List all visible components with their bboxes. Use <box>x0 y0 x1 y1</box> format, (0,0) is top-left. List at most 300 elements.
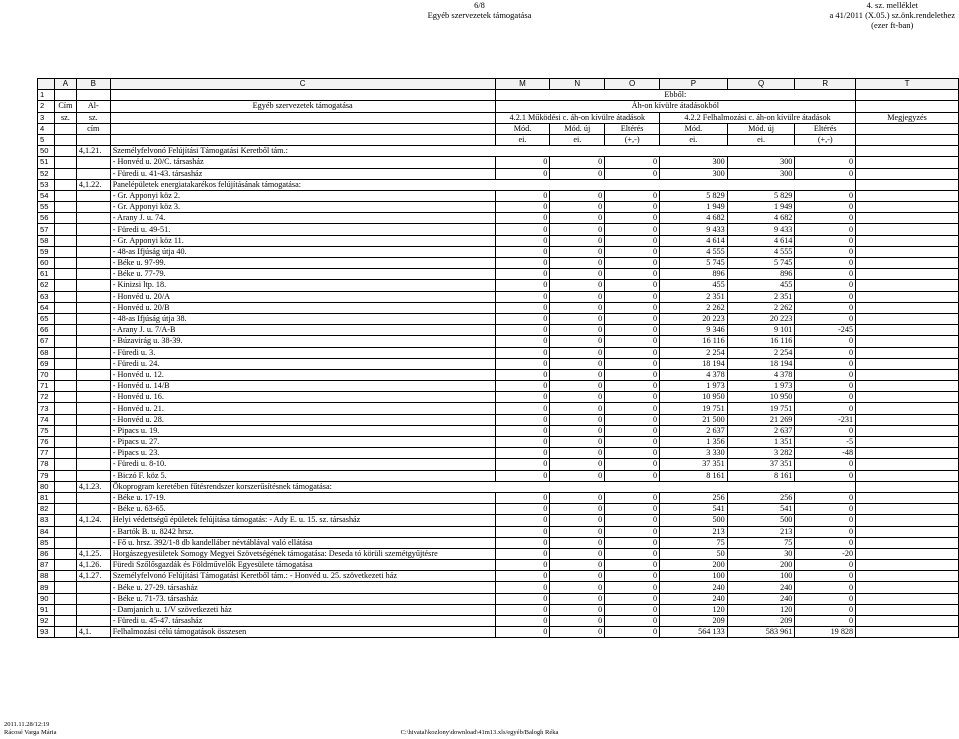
cell-value[interactable]: 75 <box>660 537 728 548</box>
cell-value[interactable]: 0 <box>550 280 605 291</box>
row-number[interactable]: 64 <box>38 302 55 313</box>
cell-value[interactable]: 19 828 <box>795 627 856 638</box>
cell-value[interactable]: 2 637 <box>727 425 795 436</box>
row-number[interactable]: 83 <box>38 515 55 526</box>
cell-c[interactable]: - Honvéd u. 16. <box>110 392 495 403</box>
cell-c[interactable]: - Arany J. u. 74. <box>110 213 495 224</box>
cell-b[interactable]: 4,1. <box>76 627 110 638</box>
cell-c[interactable]: - Honvéd u. 20/A <box>110 291 495 302</box>
cell-a[interactable] <box>54 437 76 448</box>
cell-value[interactable]: 0 <box>550 358 605 369</box>
cell-value[interactable]: 0 <box>550 403 605 414</box>
cell-value[interactable]: 0 <box>605 504 660 515</box>
cell-value[interactable]: 5 745 <box>727 258 795 269</box>
cell-value[interactable]: 9 346 <box>660 325 728 336</box>
cell-t[interactable] <box>856 313 959 324</box>
cell-value[interactable]: 0 <box>605 627 660 638</box>
cell-value[interactable]: 0 <box>495 157 550 168</box>
cell-value[interactable]: 2 254 <box>660 347 728 358</box>
cell-a[interactable] <box>54 224 76 235</box>
cell-b[interactable] <box>76 213 110 224</box>
cell-value[interactable]: 896 <box>727 269 795 280</box>
cell-c[interactable]: - Füredi u. 8-10. <box>110 459 495 470</box>
cell-value[interactable]: 455 <box>727 280 795 291</box>
cell-value[interactable]: 0 <box>605 403 660 414</box>
cell-value[interactable]: 0 <box>550 224 605 235</box>
cell-c[interactable]: - Pipacs u. 23. <box>110 448 495 459</box>
cell-value[interactable]: 100 <box>727 571 795 582</box>
cell-value[interactable]: 0 <box>495 235 550 246</box>
cell-value[interactable]: 0 <box>495 392 550 403</box>
cell-t[interactable] <box>856 168 959 179</box>
cell-value[interactable]: 0 <box>795 492 856 503</box>
cell-value[interactable]: 0 <box>550 414 605 425</box>
row-number[interactable]: 71 <box>38 381 55 392</box>
row-number[interactable]: 66 <box>38 325 55 336</box>
cell-a[interactable] <box>54 448 76 459</box>
row-number[interactable]: 86 <box>38 548 55 559</box>
cell-value[interactable]: 0 <box>495 213 550 224</box>
row-number[interactable]: 92 <box>38 616 55 627</box>
cell-value[interactable]: 0 <box>795 459 856 470</box>
cell-b[interactable] <box>76 604 110 615</box>
cell-a[interactable] <box>54 470 76 481</box>
cell-value[interactable]: 0 <box>605 280 660 291</box>
cell-value[interactable]: 0 <box>605 202 660 213</box>
cell-t[interactable] <box>856 392 959 403</box>
cell-value[interactable]: 256 <box>727 492 795 503</box>
cell-t[interactable] <box>856 213 959 224</box>
cell-value[interactable]: 564 133 <box>660 627 728 638</box>
cell-value[interactable]: 0 <box>495 526 550 537</box>
cell-value[interactable]: 0 <box>550 190 605 201</box>
cell-value[interactable]: 37 351 <box>660 459 728 470</box>
cell-value[interactable]: 0 <box>550 313 605 324</box>
cell-value[interactable]: 0 <box>550 168 605 179</box>
cell-value[interactable]: 0 <box>605 459 660 470</box>
cell-a[interactable] <box>54 258 76 269</box>
cell-value[interactable]: 0 <box>550 616 605 627</box>
cell-value[interactable]: 0 <box>550 235 605 246</box>
cell-value[interactable]: 0 <box>550 437 605 448</box>
cell-value[interactable]: 0 <box>605 168 660 179</box>
cell-value[interactable]: 0 <box>795 369 856 380</box>
cell-c[interactable]: - Gr. Apponyi köz 3. <box>110 202 495 213</box>
cell-b[interactable] <box>76 358 110 369</box>
cell-b[interactable]: 4,1.21. <box>76 146 110 157</box>
cell-c[interactable]: - Béke u. 63-65. <box>110 504 495 515</box>
cell-a[interactable] <box>54 168 76 179</box>
cell-t[interactable] <box>856 190 959 201</box>
cell-value[interactable]: 0 <box>495 459 550 470</box>
column-header-r[interactable]: R <box>795 79 856 90</box>
cell-value[interactable]: 300 <box>727 157 795 168</box>
row-number[interactable]: 88 <box>38 571 55 582</box>
cell-a[interactable] <box>54 526 76 537</box>
column-header-m[interactable]: M <box>495 79 550 90</box>
cell-value[interactable]: 20 223 <box>727 313 795 324</box>
cell-value[interactable]: 0 <box>550 593 605 604</box>
cell-value[interactable]: 0 <box>795 381 856 392</box>
cell-value[interactable]: 0 <box>550 392 605 403</box>
cell-value[interactable]: 0 <box>795 347 856 358</box>
cell-t[interactable] <box>856 504 959 515</box>
cell-t[interactable] <box>856 459 959 470</box>
cell-t[interactable] <box>856 302 959 313</box>
cell-c[interactable]: Felhalmozási célú támogatások összesen <box>110 627 495 638</box>
cell-value[interactable]: 0 <box>605 269 660 280</box>
cell-t[interactable] <box>856 280 959 291</box>
cell-value[interactable]: 8 161 <box>727 470 795 481</box>
cell-t[interactable] <box>856 146 959 157</box>
cell-value[interactable]: -5 <box>795 437 856 448</box>
cell-value[interactable]: 0 <box>605 437 660 448</box>
cell-value[interactable]: 1 949 <box>660 202 728 213</box>
cell-a[interactable] <box>54 548 76 559</box>
cell-c[interactable]: - Füredi u. 49-51. <box>110 224 495 235</box>
row-number[interactable]: 53 <box>38 179 55 190</box>
cell-value[interactable]: 0 <box>605 515 660 526</box>
cell-value[interactable]: 0 <box>605 448 660 459</box>
cell-t[interactable] <box>856 627 959 638</box>
cell-value[interactable]: 541 <box>660 504 728 515</box>
cell-t[interactable] <box>856 258 959 269</box>
cell-value[interactable]: 300 <box>660 157 728 168</box>
cell-value[interactable]: 0 <box>795 157 856 168</box>
cell-value[interactable]: 4 614 <box>727 235 795 246</box>
cell-value[interactable]: 0 <box>605 358 660 369</box>
row-number[interactable]: 62 <box>38 280 55 291</box>
cell-t[interactable] <box>856 604 959 615</box>
cell-value[interactable]: 500 <box>727 515 795 526</box>
cell-b[interactable] <box>76 224 110 235</box>
cell-b[interactable] <box>76 392 110 403</box>
cell-c[interactable]: - Damjanich u. 1/V szövetkezeti ház <box>110 604 495 615</box>
cell-value[interactable]: 0 <box>495 358 550 369</box>
cell-value[interactable]: 0 <box>605 369 660 380</box>
cell-b[interactable] <box>76 336 110 347</box>
row-number[interactable]: 89 <box>38 582 55 593</box>
cell-value[interactable]: 4 378 <box>660 369 728 380</box>
cell-value[interactable]: 1 356 <box>660 437 728 448</box>
cell-value[interactable]: 0 <box>550 448 605 459</box>
cell-value[interactable]: 0 <box>605 190 660 201</box>
cell-value[interactable]: 0 <box>605 537 660 548</box>
cell-a[interactable] <box>54 616 76 627</box>
cell-value[interactable]: 0 <box>795 571 856 582</box>
row-number[interactable]: 4 <box>38 123 55 134</box>
cell-value[interactable]: 1 973 <box>727 381 795 392</box>
cell-value[interactable]: 0 <box>550 470 605 481</box>
cell-value[interactable]: 0 <box>550 425 605 436</box>
cell-t[interactable] <box>856 202 959 213</box>
cell-b[interactable] <box>76 470 110 481</box>
cell-value[interactable]: 0 <box>550 369 605 380</box>
cell-value[interactable]: 0 <box>495 291 550 302</box>
cell-a[interactable] <box>54 313 76 324</box>
cell-a[interactable] <box>54 571 76 582</box>
cell-t[interactable] <box>856 358 959 369</box>
column-header-b[interactable]: B <box>76 79 110 90</box>
cell-a[interactable] <box>54 560 76 571</box>
cell-value[interactable]: 209 <box>727 616 795 627</box>
cell-value[interactable]: 0 <box>550 336 605 347</box>
row-number[interactable]: 51 <box>38 157 55 168</box>
cell-c[interactable]: - Füredi u. 45-47. társasház <box>110 616 495 627</box>
cell-value[interactable]: 896 <box>660 269 728 280</box>
row-number[interactable]: 58 <box>38 235 55 246</box>
row-number[interactable]: 77 <box>38 448 55 459</box>
cell-value[interactable]: 0 <box>795 291 856 302</box>
cell-value[interactable]: 240 <box>660 582 728 593</box>
row-number[interactable]: 82 <box>38 504 55 515</box>
cell-value[interactable]: 0 <box>795 202 856 213</box>
cell-b[interactable] <box>76 504 110 515</box>
cell-value[interactable]: 2 351 <box>727 291 795 302</box>
cell-value[interactable]: 0 <box>550 604 605 615</box>
row-number[interactable]: 75 <box>38 425 55 436</box>
cell-a[interactable] <box>54 369 76 380</box>
cell-value[interactable]: 209 <box>660 616 728 627</box>
row-number[interactable]: 55 <box>38 202 55 213</box>
cell-value[interactable]: 5 829 <box>727 190 795 201</box>
cell-value[interactable]: 0 <box>495 258 550 269</box>
cell-a[interactable] <box>54 269 76 280</box>
cell-value[interactable]: 0 <box>495 616 550 627</box>
row-number[interactable]: 93 <box>38 627 55 638</box>
cell-value[interactable]: -20 <box>795 548 856 559</box>
cell-value[interactable]: 0 <box>495 224 550 235</box>
cell-value[interactable]: 4 555 <box>727 246 795 257</box>
row-number[interactable]: 60 <box>38 258 55 269</box>
cell-value[interactable]: 9 101 <box>727 325 795 336</box>
cell-c[interactable]: - Biczó F. köz 5. <box>110 470 495 481</box>
cell-t[interactable] <box>856 492 959 503</box>
cell-t[interactable] <box>856 593 959 604</box>
row-number[interactable]: 63 <box>38 291 55 302</box>
cell-value[interactable]: 0 <box>495 168 550 179</box>
cell-t[interactable] <box>856 437 959 448</box>
cell-value[interactable]: 0 <box>795 213 856 224</box>
cell-value[interactable]: 5 829 <box>660 190 728 201</box>
cell-t[interactable] <box>856 325 959 336</box>
cell-value[interactable]: 1 973 <box>660 381 728 392</box>
cell-value[interactable]: 21 269 <box>727 414 795 425</box>
cell-value[interactable]: 0 <box>795 258 856 269</box>
cell-a[interactable] <box>54 336 76 347</box>
cell-c[interactable]: Személyfelvonó Felújítási Támogatási Keretből tám.: <box>110 146 855 157</box>
cell-value[interactable]: 0 <box>550 347 605 358</box>
cell-value[interactable]: 0 <box>605 470 660 481</box>
cell-c[interactable]: - Béke u. 71-73. társasház <box>110 593 495 604</box>
cell-value[interactable]: 0 <box>495 313 550 324</box>
cell-c[interactable]: - 48-as Ifjúság útja 38. <box>110 313 495 324</box>
cell-c[interactable]: - Béke u. 77-79. <box>110 269 495 280</box>
cell-value[interactable]: 200 <box>660 560 728 571</box>
column-header-a[interactable]: A <box>54 79 76 90</box>
row-number[interactable]: 91 <box>38 604 55 615</box>
cell-value[interactable]: 4 555 <box>660 246 728 257</box>
cell-value[interactable]: 30 <box>727 548 795 559</box>
row-number[interactable]: 69 <box>38 358 55 369</box>
cell-b[interactable]: 4,1.24. <box>76 515 110 526</box>
cell-value[interactable]: 10 950 <box>660 392 728 403</box>
row-number[interactable]: 90 <box>38 593 55 604</box>
cell-value[interactable]: 0 <box>550 157 605 168</box>
column-header-n[interactable]: N <box>550 79 605 90</box>
cell-value[interactable]: 75 <box>727 537 795 548</box>
cell-value[interactable]: 10 950 <box>727 392 795 403</box>
row-number[interactable]: 59 <box>38 246 55 257</box>
cell-a[interactable] <box>54 157 76 168</box>
cell-value[interactable]: 9 433 <box>727 224 795 235</box>
cell-value[interactable]: 19 751 <box>660 403 728 414</box>
cell-value[interactable]: 0 <box>495 548 550 559</box>
cell-value[interactable]: 0 <box>495 425 550 436</box>
cell-b[interactable]: 4,1.23. <box>76 481 110 492</box>
cell-b[interactable] <box>76 448 110 459</box>
cell-a[interactable] <box>54 235 76 246</box>
cell-value[interactable]: 300 <box>660 168 728 179</box>
cell-value[interactable]: 3 282 <box>727 448 795 459</box>
cell-value[interactable]: 0 <box>550 492 605 503</box>
cell-value[interactable]: 0 <box>605 347 660 358</box>
row-number[interactable]: 81 <box>38 492 55 503</box>
cell-t[interactable] <box>856 235 959 246</box>
cell-value[interactable]: 0 <box>495 582 550 593</box>
cell-a[interactable] <box>54 582 76 593</box>
row-number[interactable]: 72 <box>38 392 55 403</box>
cell-value[interactable]: 0 <box>795 313 856 324</box>
cell-value[interactable]: 0 <box>605 313 660 324</box>
column-header-t[interactable]: T <box>856 79 959 90</box>
cell-b[interactable] <box>76 325 110 336</box>
cell-c[interactable]: - Fő u. hrsz. 392/1-8 db kandelláber névtáblával való ellátása <box>110 537 495 548</box>
cell-value[interactable]: 0 <box>550 459 605 470</box>
cell-value[interactable]: 2 351 <box>660 291 728 302</box>
cell-value[interactable]: 0 <box>795 392 856 403</box>
cell-t[interactable] <box>856 537 959 548</box>
cell-t[interactable] <box>856 481 959 492</box>
cell-c[interactable]: - Pipacs u. 27. <box>110 437 495 448</box>
cell-a[interactable] <box>54 302 76 313</box>
cell-t[interactable] <box>856 381 959 392</box>
cell-value[interactable]: 0 <box>605 560 660 571</box>
cell-value[interactable]: 0 <box>605 336 660 347</box>
row-number[interactable]: 50 <box>38 146 55 157</box>
cell-value[interactable]: 5 745 <box>660 258 728 269</box>
row-number[interactable]: 84 <box>38 526 55 537</box>
cell-value[interactable]: 18 194 <box>660 358 728 369</box>
row-number[interactable]: 57 <box>38 224 55 235</box>
column-header-c[interactable]: C <box>110 79 495 90</box>
cell-t[interactable] <box>856 582 959 593</box>
row-number[interactable]: 5 <box>38 134 55 145</box>
row-number[interactable]: 52 <box>38 168 55 179</box>
cell-value[interactable]: 0 <box>795 302 856 313</box>
cell-value[interactable]: -231 <box>795 414 856 425</box>
cell-value[interactable]: 0 <box>495 470 550 481</box>
cell-value[interactable]: 2 262 <box>727 302 795 313</box>
corner-cell[interactable] <box>38 79 55 90</box>
cell-b[interactable] <box>76 459 110 470</box>
row-number[interactable]: 3 <box>38 112 55 123</box>
cell-c[interactable]: - Füredi u. 3. <box>110 347 495 358</box>
cell-a[interactable] <box>54 347 76 358</box>
cell-b[interactable]: 4,1.22. <box>76 179 110 190</box>
cell-c[interactable]: - Honvéd u. 28. <box>110 414 495 425</box>
cell-b[interactable] <box>76 269 110 280</box>
row-number[interactable]: 73 <box>38 403 55 414</box>
cell-t[interactable] <box>856 548 959 559</box>
cell-t[interactable] <box>856 336 959 347</box>
cell-value[interactable]: 0 <box>605 526 660 537</box>
cell-a[interactable] <box>54 425 76 436</box>
cell-c[interactable]: - Honvéd u. 20/C. társasház <box>110 157 495 168</box>
cell-a[interactable] <box>54 593 76 604</box>
cell-value[interactable]: 0 <box>550 571 605 582</box>
cell-value[interactable]: 0 <box>550 291 605 302</box>
cell-value[interactable]: 0 <box>605 425 660 436</box>
cell-a[interactable] <box>54 325 76 336</box>
cell-a[interactable] <box>54 202 76 213</box>
cell-t[interactable] <box>856 403 959 414</box>
cell-value[interactable]: 0 <box>795 526 856 537</box>
cell-value[interactable]: 0 <box>795 604 856 615</box>
cell-a[interactable] <box>54 190 76 201</box>
cell-t[interactable] <box>856 526 959 537</box>
cell-b[interactable] <box>76 616 110 627</box>
cell-value[interactable]: 16 116 <box>660 336 728 347</box>
cell-c[interactable]: - Béke u. 27-29. társasház <box>110 582 495 593</box>
cell-b[interactable] <box>76 168 110 179</box>
cell-value[interactable]: 0 <box>550 537 605 548</box>
cell-c[interactable]: Személyfelvonó Felújítási Támogatási Keretből tám.: - Honvéd u. 25. szövetkezeti ház <box>110 571 495 582</box>
cell-value[interactable]: 0 <box>495 336 550 347</box>
cell-c[interactable]: - Honvéd u. 20/B <box>110 302 495 313</box>
cell-a[interactable] <box>54 627 76 638</box>
row-number[interactable]: 2 <box>38 101 55 112</box>
cell-b[interactable] <box>76 291 110 302</box>
cell-value[interactable]: 0 <box>795 425 856 436</box>
cell-value[interactable]: 0 <box>495 246 550 257</box>
cell-value[interactable]: 0 <box>605 246 660 257</box>
cell-value[interactable]: 0 <box>495 381 550 392</box>
row-number[interactable]: 65 <box>38 313 55 324</box>
cell-value[interactable]: 19 751 <box>727 403 795 414</box>
cell-t[interactable] <box>856 347 959 358</box>
cell-value[interactable]: 0 <box>795 168 856 179</box>
cell-value[interactable]: 0 <box>605 381 660 392</box>
cell-b[interactable] <box>76 526 110 537</box>
cell-value[interactable]: 0 <box>550 504 605 515</box>
cell-value[interactable]: 8 161 <box>660 470 728 481</box>
cell-b[interactable] <box>76 403 110 414</box>
cell-c[interactable]: - Honvéd u. 14/B <box>110 381 495 392</box>
cell-a[interactable] <box>54 280 76 291</box>
cell-t[interactable] <box>856 425 959 436</box>
cell-value[interactable]: 0 <box>550 202 605 213</box>
cell-t[interactable] <box>856 515 959 526</box>
cell-value[interactable]: 120 <box>727 604 795 615</box>
cell-value[interactable]: 0 <box>605 258 660 269</box>
cell-c[interactable]: - Füredi u. 24. <box>110 358 495 369</box>
cell-value[interactable]: 0 <box>795 190 856 201</box>
cell-a[interactable] <box>54 604 76 615</box>
cell-value[interactable]: 0 <box>550 560 605 571</box>
cell-value[interactable]: 20 223 <box>660 313 728 324</box>
cell-a[interactable] <box>54 504 76 515</box>
